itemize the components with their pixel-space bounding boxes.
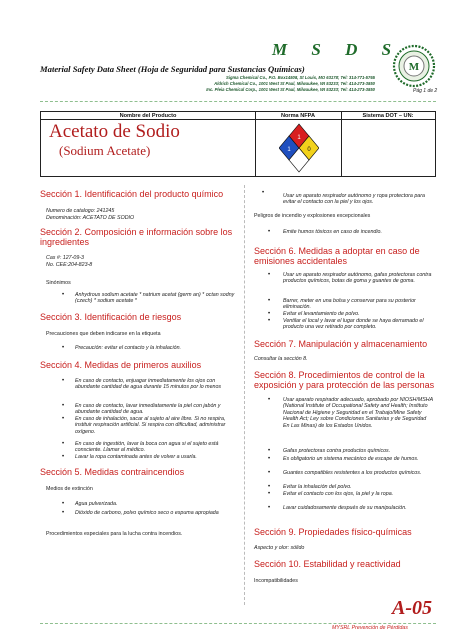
spill-equipment: Usar un aparato respirador autónomo, gafas protectoras contra productos químicos, botas de goma y guantes de goma. — [283, 272, 432, 285]
section-9-title: Sección 9. Propiedades físico-químicas — [254, 527, 412, 537]
denomination: Denominación: ACETATO DE SODIO — [46, 215, 135, 221]
col-header-nfpa: Norma NFPA — [255, 112, 341, 120]
product-name-english: (Sodium Acetate) — [59, 143, 151, 158]
bullet-dot: • — [268, 470, 271, 476]
first-aid-inhalation: En caso de inhalación, sacar al sujeto al aire libre. Si no respira, instituir respiración artificial. Si respira con dificultad, administrar oxígeno. — [75, 416, 226, 435]
precaution-text: Precaución: evitar el contacto y la inhalación. — [75, 345, 181, 351]
bullet-dot: • — [62, 441, 65, 447]
ppe-avoid-contact: Evitar el contacto con los ojos, la piel y la ropa. — [283, 491, 394, 497]
label-fire-hazards: Peligros de incendio y explosiones excepcionales — [254, 213, 371, 219]
spill-ventilate: Ventilar el local y lavar el lugar donde se haya derramado el producto una vez retirado por completo. — [283, 318, 424, 331]
label-incompatibilities: Incompatibilidades — [254, 578, 298, 584]
section-7-title: Sección 7. Manipulación y almacenamiento — [254, 339, 428, 349]
nfpa-diamond-icon — [279, 122, 319, 174]
bullet-dot: • — [268, 448, 271, 454]
company-seal-logo — [392, 44, 436, 88]
synonyms-list: Anhydrous sodium acetate * natrium acetat (germ an) * octan sodny (czech) * sodium acetate * — [75, 292, 235, 305]
bullet-dot: • — [62, 345, 65, 351]
section-3-title: Sección 3. Identificación de riesgos — [40, 312, 182, 322]
spill-dust: Evitar el levantamiento de polvo. — [283, 311, 360, 317]
footer-divider — [40, 623, 436, 624]
consult-section-8: Consultar la sección 8. — [254, 356, 308, 362]
section-5-title: Sección 5. Medidas contraincendios — [40, 467, 185, 477]
fire-protection-text: Usar un aparato respirador autónomo y ropa protectora para evitar el contacto con la piel y los ojos. — [283, 193, 425, 206]
spill-sweep: Barrer, meter en una bolsa y conservar para su posterior eliminación. — [283, 298, 416, 311]
section-1-title: Sección 1. Identificación del producto químico — [40, 189, 224, 199]
bullet-dot: • — [62, 292, 65, 298]
bullet-dot: • — [268, 272, 271, 278]
nfpa-health-value: 1 — [287, 147, 291, 153]
bullet-dot: • — [62, 454, 65, 460]
bullet-dot: • — [268, 491, 271, 497]
svg-text:M: M — [408, 61, 420, 73]
first-aid-clothing: Lavar la ropa contaminada antes de volver a usarla. — [75, 454, 197, 460]
bullet-dot: • — [268, 229, 271, 235]
col-header-dot: Sistema DOT – UN: — [341, 112, 435, 120]
bullet-dot: • — [268, 456, 271, 462]
footer-text: MYSRL Prevención de Pérdidas — [332, 625, 408, 631]
bullet-dot: • — [268, 484, 271, 490]
first-aid-ingestion: En caso de ingestión, lavar la boca con agua si el sujeto está consciente. Llamar al médico. — [75, 441, 219, 454]
section-2-title: Sección 2. Composición e información sobre los ingredientes — [40, 227, 233, 247]
catalog-number: Numero de catalogo: 241245 — [46, 208, 115, 214]
nfpa-fire-value: 1 — [297, 135, 301, 141]
bullet-dot: • — [62, 416, 65, 422]
bullet-dot: • — [268, 397, 271, 403]
first-aid-eyes: En caso de contacto, enjuagar inmediatamente los ojos con abundante cantidad de agua durante 15 minutos por lo menos — [75, 378, 222, 391]
synonyms-label: Sinónimos — [46, 280, 71, 286]
header-divider — [40, 101, 436, 102]
document-subtitle: Material Safety Data Sheet (Hoja de Seguridad para Sustancias Químicas) — [40, 64, 305, 74]
ppe-avoid-dust: Evitar la inhalación del polvo. — [283, 484, 352, 490]
first-aid-skin: En caso de contacto, lavar inmediatamente la piel con jabón y abundante cantidad de agua. — [75, 403, 221, 416]
bullet-dot: • — [262, 190, 265, 196]
msds-title: M S D S — [272, 40, 402, 59]
nfpa-reactivity-value: 0 — [307, 147, 311, 153]
label-special-procedures: Procedimientos especiales para la lucha contra incendios. — [46, 531, 183, 537]
section-10-title: Sección 10. Estabilidad y reactividad — [254, 559, 401, 569]
address-line-2: Aldrich Chemical Co., 1001 West St Paul, Milwaukee, WI 53233; Tel: 414-273-3850 — [214, 81, 375, 86]
section-4-title: Sección 4. Medidas de primeros auxilios — [40, 360, 202, 370]
product-table — [40, 111, 436, 177]
bullet-dot: • — [268, 505, 271, 511]
bullet-dot: • — [62, 403, 65, 409]
cee-number: No. CEE:204-823-8 — [46, 262, 93, 268]
bullet-dot: • — [268, 318, 271, 324]
col-header-product: Nombre del Producto — [41, 112, 255, 120]
ppe-gloves: Guantes compatibles resistentes a los productos químicos. — [283, 470, 422, 476]
extinction-co2: Dióxido de carbono, polvo químico seco o espuma apropiada — [75, 510, 219, 516]
address-line-3: Inc. Pleia Chemical Corp., 1001 West St Paul, Milwaukee, WI 53233; Tel: 414-273-3850 — [206, 87, 375, 92]
bullet-dot: • — [62, 501, 65, 507]
label-extinction-media: Medios de extinción — [46, 486, 93, 492]
ppe-exhaust: Es obligatorio un sistema mecánico de escape de humos. — [283, 456, 419, 462]
col-divider — [255, 112, 256, 176]
col-divider — [341, 112, 342, 176]
column-separator — [244, 185, 245, 605]
ppe-wash: Lavar cuidadosamente después de su manipulación. — [283, 505, 407, 511]
document-code: A-05 — [392, 597, 432, 619]
bullet-dot: • — [268, 298, 271, 304]
cas-number: Cas #: 127-09-3 — [46, 255, 84, 261]
ppe-goggles: Gafas protectoras contra productos químicos. — [283, 448, 391, 454]
section-8-title: Sección 8. Procedimientos de control de la exposición y para protección de las personas — [254, 370, 435, 390]
section-6-title: Sección 6. Medidas a adoptar en caso de emisiones accidentales — [254, 246, 420, 266]
product-name: Acetato de Sodio — [49, 121, 180, 142]
extinction-water: Agua pulverizada. — [75, 501, 118, 507]
bullet-dot: • — [62, 378, 65, 384]
bullet-dot: • — [268, 311, 271, 317]
bullet-dot: • — [62, 510, 65, 516]
toxic-fumes-text: Emite humos tóxicos en caso de incendio. — [283, 229, 382, 235]
label-precautions: Precauciones que deben indicarse en la etiqueta — [46, 331, 161, 337]
ppe-respirator: Usar aparato respirador adecuado, aprobado por NIOSH/MSHA (National Institute of Occupational Safety and Health; Instituto Nacional de Higiene y Seguridad en el Trabajo/Mine Safety Health Act; Ley sobre Condiciones Sanitarias y de Seguridad En Las Minas) de los Estados Unidos. — [283, 397, 433, 429]
page-number: Pág 1 de 2 — [413, 88, 438, 94]
address-line-1: Sigma Chemical Co., P.O. Box14508, St Louis, MO 63178; Tel: 314-771-5765 — [226, 75, 375, 80]
appearance-odor: Aspecto y olor: sólido — [254, 545, 305, 551]
